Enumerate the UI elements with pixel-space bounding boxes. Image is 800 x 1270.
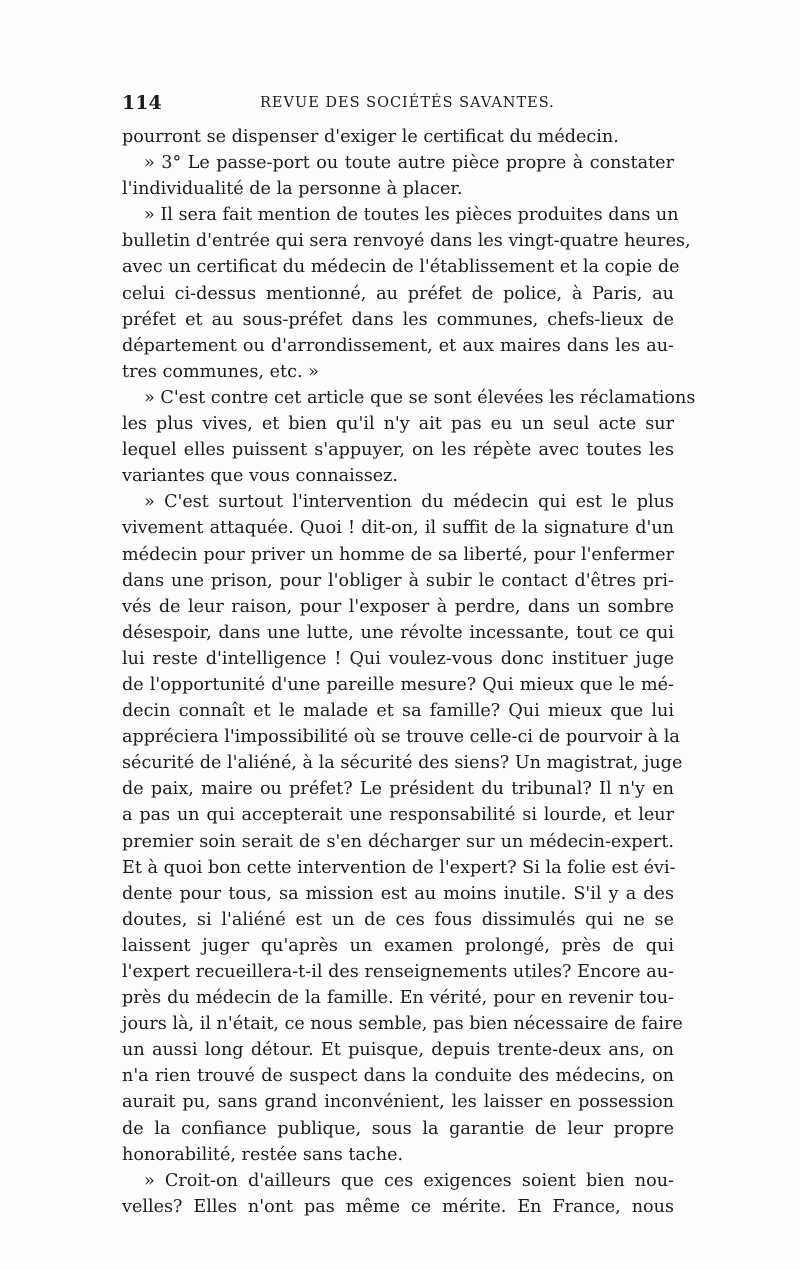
text-line: médecin pour priver un homme de sa liberté, pour l'enfermer [122,544,674,565]
text-line: celui ci-dessus mentionné, au préfet de police, à Paris, au [122,283,674,304]
page-header [122,92,674,116]
text-line: jours là, il n'était, ce nous semble, pas bien nécessaire de faire [122,1014,683,1035]
text-line: premier soin serait de s'en décharger sur un médecin-expert. [122,831,674,852]
text-line: près du médecin de la famille. En vérité, pour en revenir tou- [122,988,674,1009]
text-line: préfet et au sous-préfet dans les communes, chefs-lieux de [122,309,674,330]
text-line: bulletin d'entrée qui sera renvoyé dans les vingt-quatre heures, [122,231,691,252]
running-title: REVUE DES SOCIÉTÉS SAVANTES. [260,95,555,111]
text-line: laissent juger qu'après un examen prolongé, près de qui [122,935,674,956]
text-line: dente pour tous, sa mission est au moins inutile. S'il y a des [122,883,674,904]
text-line: vivement attaquée. Quoi ! dit-on, il suffit de la signature d'un [122,518,674,539]
text-line: de la confiance publique, sous la garantie de leur propre [122,1118,674,1139]
text-line: a pas un qui accepterait une responsabilité si lourde, et leur [122,805,674,826]
text-line: département ou d'arrondissement, et aux maires dans les au- [122,335,674,356]
text-line: » 3° Le passe-port ou toute autre pièce propre à constater [144,153,674,174]
text-line: doutes, si l'aliéné est un de ces fous dissimulés qui ne se [122,909,674,930]
text-line: aurait pu, sans grand inconvénient, les laisser en possession [122,1092,674,1113]
text-line: appréciera l'impossibilité où se trouve celle-ci de pourvoir à la [122,727,680,748]
body-text [122,124,696,1220]
text-line: de paix, maire ou préfet? Le président du tribunal? Il n'y en [122,779,674,800]
text-line: » C'est contre cet article que se sont élevées les réclamations [144,387,696,408]
text-line: un aussi long détour. Et puisque, depuis trente-deux ans, on [122,1040,674,1061]
text-line: honorabilité, restée sans tache. [122,1144,404,1165]
text-line: lequel elles puissent s'appuyer, on les répète avec toutes les [122,440,674,461]
text-line: pourront se dispenser d'exiger le certificat du médecin. [122,127,619,147]
text-line: l'individualité de la personne à placer. [122,179,463,200]
text-line: vés de leur raison, pour l'exposer à perdre, dans un sombre [122,596,674,617]
text-line: velles? Elles n'ont pas même ce mérite. En France, nous [122,1196,674,1217]
text-line: » Croit-on d'ailleurs que ces exigences soient bien nou- [144,1170,674,1191]
text-line: » Il sera fait mention de toutes les pièces produites dans un [144,205,679,226]
text-line: n'a rien trouvé de suspect dans la conduite des médecins, on [122,1066,674,1087]
page-number: 114 [122,92,162,114]
text-line: lui reste d'intelligence ! Qui voulez-vous donc instituer juge [122,648,674,669]
text-line: l'expert recueillera-t-il des renseignements utiles? Encore au- [122,962,674,982]
text-line: de l'opportunité d'une pareille mesure? Qui mieux que le mé- [122,674,674,695]
text-line: variantes que vous connaissez. [122,466,399,487]
text-line: Et à quoi bon cette intervention de l'expert? Si la folie est évi- [122,857,676,878]
text-line: désespoir, dans une lutte, une révolte incessante, tout ce qui [122,622,674,643]
text-line: tres communes, etc. » [122,361,319,382]
text-line: avec un certificat du médecin de l'établissement et la copie de [122,257,680,278]
text-line: » C'est surtout l'intervention du médecin qui est le plus [144,492,674,513]
text-line: les plus vives, et bien qu'il n'y ait pas eu un seul acte sur [122,414,674,435]
text-line: dans une prison, pour l'obliger à subir le contact d'êtres pri- [122,570,674,591]
text-line: decin connaît et le malade et sa famille? Qui mieux que lui [122,701,674,722]
text-line: sécurité de l'aliéné, à la sécurité des siens? Un magistrat, juge [122,753,683,774]
